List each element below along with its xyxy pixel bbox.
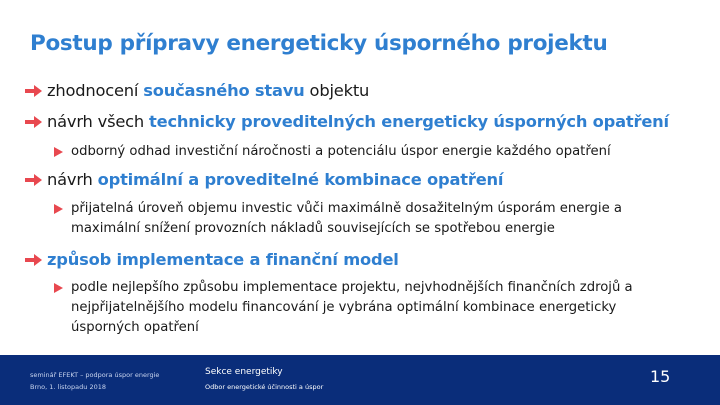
arrow-right-icon	[25, 85, 42, 97]
bullet-highlight: optimální a proveditelné kombinace opatření	[97, 170, 504, 189]
bullet-text: zhodnocení	[47, 81, 144, 100]
bullet-text: objektu	[304, 81, 370, 100]
footer-event-date: Brno, 1. listopadu 2018	[30, 383, 107, 391]
bullet-highlight: způsob implementace a finanční model	[47, 250, 399, 269]
triangle-right-icon	[54, 204, 63, 214]
sub-bullet-text: přijatelná úroveň objemu investic vůči maximálně dosažitelným úsporám energie a maximální snížení provozních nákladů souvisejících se spotřebou energie	[71, 201, 622, 236]
sub-bullet-item	[54, 199, 684, 239]
footer-section-subtitle: Odbor energetické účinnosti a úspor	[205, 383, 324, 391]
triangle-right-icon	[54, 147, 63, 157]
bullet-item	[25, 81, 369, 100]
footer-section-title: Sekce energetiky	[205, 367, 283, 377]
page-number: 15	[650, 367, 671, 386]
sub-bullet-text: podle nejlepšího způsobu implementace projektu, nejvhodnějších finančních zdrojů a nejpřijatelnějšího modelu financování je vybrána optimální kombinace energeticky úsporných opatření	[71, 280, 633, 335]
footer-bar	[0, 355, 720, 405]
bullet-highlight: technicky proveditelných energeticky úsporných opatření	[149, 112, 669, 131]
triangle-right-icon	[54, 283, 63, 293]
arrow-right-icon	[25, 116, 42, 128]
footer-event-name: seminář EFEKT – podpora úspor energie	[30, 371, 160, 379]
arrow-right-icon	[25, 174, 42, 186]
footer-event	[30, 369, 159, 393]
sub-bullet-item	[54, 142, 684, 162]
bullet-highlight: současného stavu	[143, 81, 305, 100]
slide-title: Postup přípravy energeticky úsporného projektu	[30, 31, 608, 56]
arrow-right-icon	[25, 254, 42, 266]
bullet-item	[25, 112, 669, 131]
bullet-item	[25, 170, 503, 189]
bullet-text: návrh všech	[47, 112, 150, 131]
bullet-item	[25, 250, 399, 269]
sub-bullet-text: odborný odhad investiční náročnosti a potenciálu úspor energie každého opatření	[71, 144, 611, 159]
bullet-text: návrh	[47, 170, 98, 189]
sub-bullet-item	[54, 278, 684, 338]
